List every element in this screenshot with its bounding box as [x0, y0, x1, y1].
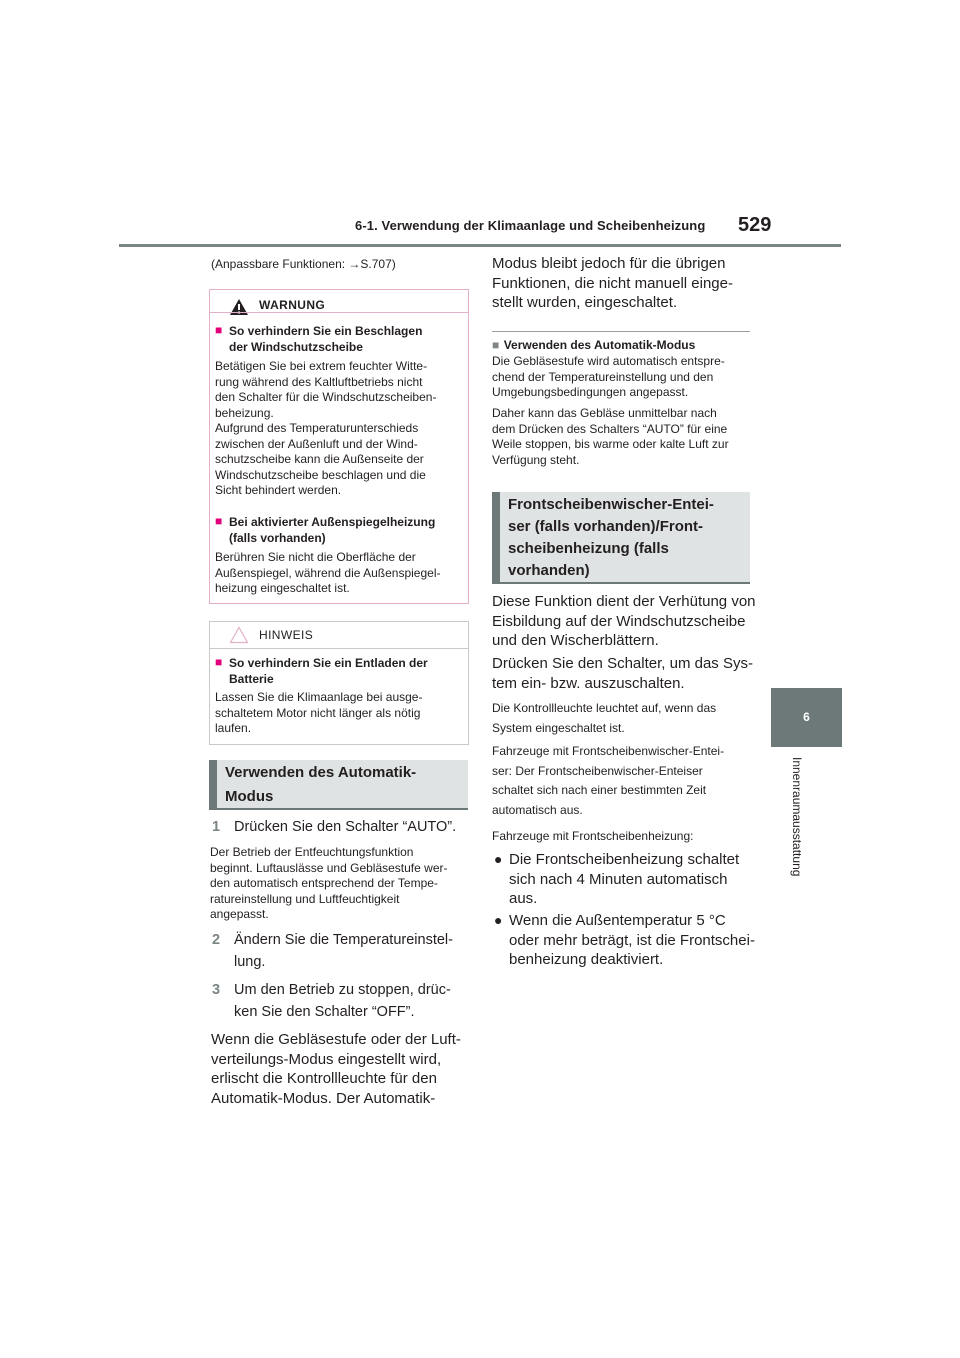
chapter-title-vertical	[788, 757, 804, 917]
notice-item-heading: So verhindern Sie ein Entladen der	[229, 656, 428, 670]
auto-mode-paragraph: Wenn die Gebläsestufe oder der Luft- verteilungs-Modus eingestellt wird, erlischt die Kontrollleuchte für den Automatik-Modus. Der Automatik-	[211, 1031, 461, 1107]
sub-text-2: Daher kann das Gebläse unmittelbar nach dem Drücken des Schalters “AUTO” für eine Weile stoppen, bis warme oder kalte Luft zur Verfügung steht.	[492, 406, 729, 467]
section-heading-defroster: Frontscheibenwischer-Entei- ser (falls vorhanden)/Front- scheibenheizung (falls vorhanden)	[492, 492, 750, 584]
warning-bullet-square: ■	[215, 323, 223, 337]
warning-item2-text: Berühren Sie nicht die Oberfläche der Außenspiegel, während die Außenspiegel- heizung eingeschaltet ist.	[215, 550, 441, 595]
warning-bullet-square: ■	[215, 514, 223, 528]
warning-box	[209, 289, 469, 604]
warning-item2-heading: Bei aktivierter Außenspiegelheizung	[229, 515, 436, 529]
step-3: 3 Um den Betrieb zu stoppen, drüc- ken Sie den Schalter “OFF”.	[212, 982, 451, 1020]
chapter-title: Innenraumausstattung	[790, 757, 804, 877]
warning-title: WARNUNG	[259, 298, 326, 312]
auto-mode-paragraph-cont: Modus bleibt jedoch für die übrigen Funktionen, die nicht manuell einge- stellt wurden, eingeschaltet.	[492, 255, 733, 311]
sub-heading: ■ Verwenden des Automatik-Modus	[492, 338, 696, 352]
warning-icon	[229, 298, 249, 316]
notice-title-rule	[210, 648, 468, 649]
notice-title: HINWEIS	[259, 628, 314, 642]
page-number: 529	[738, 214, 772, 236]
notice-bullet-square: ■	[215, 655, 223, 669]
sub-section-rule	[492, 331, 750, 332]
notice-item-heading-2: Batterie	[229, 672, 274, 686]
step-1-note: Der Betrieb der Entfeuchtungsfunktion beginnt. Luftauslässe und Gebläsestufe wer- den automatisch entsprechend der Tempe- ratureinstellung und Luftfeuchtigkeit angepasst.	[210, 845, 448, 921]
notice-item-text: Lassen Sie die Klimaanlage bei ausge- schaltetem Motor nicht länger als nötig laufen.	[215, 690, 423, 735]
defroster-paragraph-2: Drücken Sie den Schalter, um das Sys- tem ein- bzw. auszuschalten.	[492, 655, 753, 692]
caution-triangle-icon	[229, 626, 249, 644]
warning-item1-text: Betätigen Sie bei extrem feuchter Witte- rung während des Kaltluftbetriebs nicht den Schalter für die Windschutzscheiben- beheizung. Aufgrund des Temperaturunterschieds zwischen der Außenluft und der Wind- schutzscheibe kann die Außenseite der Windschutzscheibe beschlagen und die Sicht behindert werden.	[215, 359, 437, 497]
warning-item2-heading-2: (falls vorhanden)	[229, 531, 326, 545]
sub-text-1: Die Gebläsestufe wird automatisch entspre- chend der Temperatureinstellung und den Umgebungsbedingungen angepasst.	[492, 354, 725, 399]
defroster-note-2: Fahrzeuge mit Frontscheibenwischer-Entei- ser: Der Frontscheibenwischer-Enteiser schaltet sich nach einer bestimmten Zeit automatisch aus.	[492, 744, 725, 817]
header-rule	[119, 244, 841, 247]
warning-title-rule	[210, 312, 468, 313]
defroster-paragraph-1: Diese Funktion dient der Verhütung von Eisbildung auf der Windschutzscheibe und den Wischerblättern.	[492, 593, 756, 649]
step-1: 1 Drücken Sie den Schalter “AUTO”.	[212, 819, 457, 835]
notice-box	[209, 621, 469, 745]
section-header: 6-1. Verwendung der Klimaanlage und Scheibenheizung	[355, 218, 706, 233]
warning-item1-heading: So verhindern Sie ein Beschlagen	[229, 324, 423, 338]
defroster-note-3: Fahrzeuge mit Frontscheibenheizung:	[492, 829, 694, 843]
section-heading-auto-mode: Verwenden des Automatik- Modus	[209, 760, 468, 810]
chapter-tab: 6	[771, 688, 842, 747]
warning-item1-heading-2: der Windschutzscheibe	[229, 340, 363, 354]
custom-functions-ref: (Anpassbare Funktionen: →S.707)	[211, 257, 396, 271]
defroster-note-1: Die Kontrollleuchte leuchtet auf, wenn das System eingeschaltet ist.	[492, 701, 717, 735]
step-2: 2 Ändern Sie die Temperatureinstel- lung.	[212, 932, 453, 970]
